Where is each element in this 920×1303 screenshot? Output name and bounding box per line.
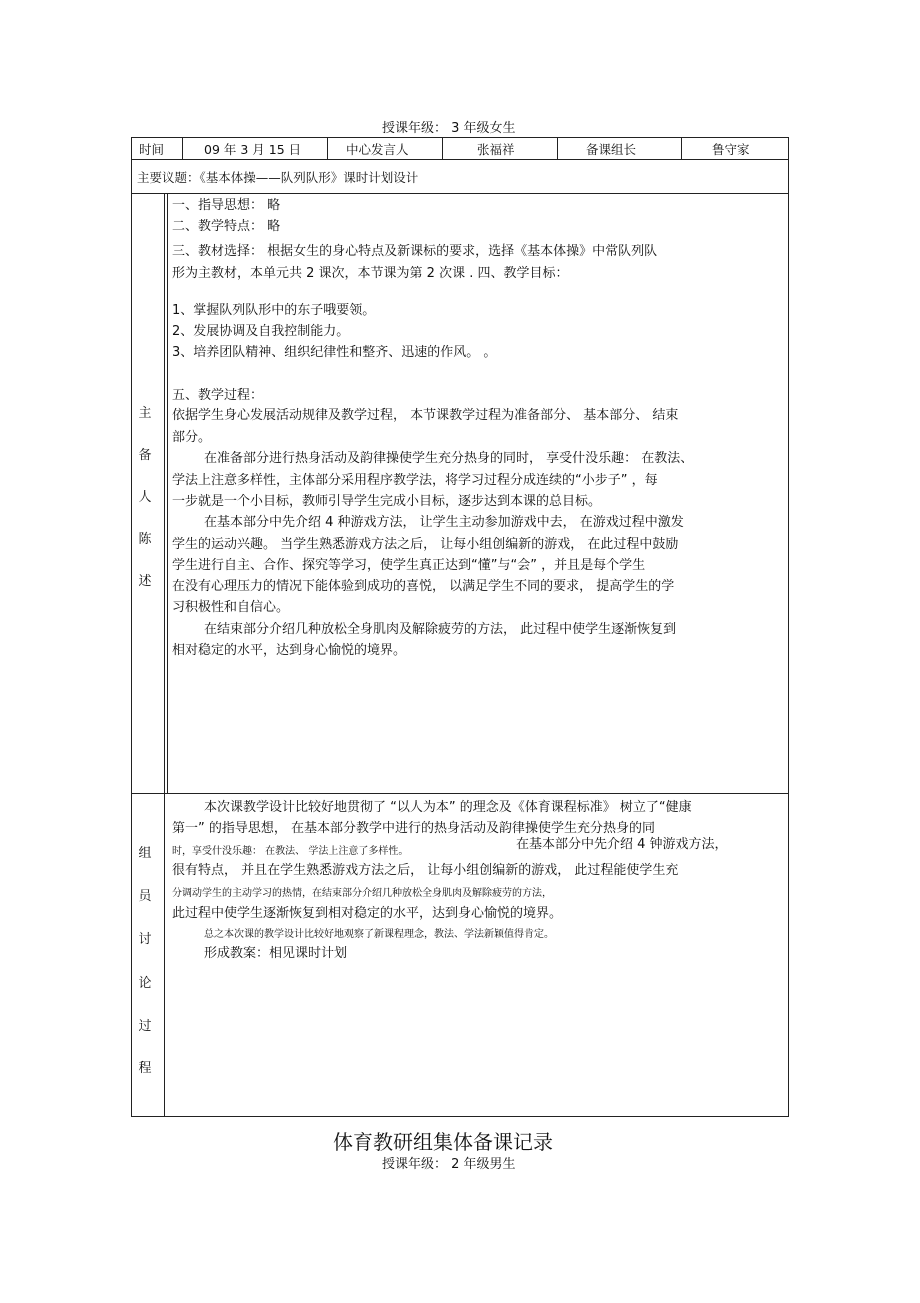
discuss-line-small: 时，享受什没乐趣： 在教法、 学法上注意了多样性。 <box>172 846 409 857</box>
paragraph-line: 部分。 <box>172 430 212 445</box>
paragraph-line: 学生的运动兴趣。 当学生熟悉游戏方法之后， 让每小组创编新的游戏， 在此过程中鼓励 <box>172 537 679 552</box>
discuss-line: 很有特点， 并且在学生熟悉游戏方法之后， 让每小组创编新的游戏， 此过程能使学生充 <box>172 863 679 878</box>
paragraph-line: 一步就是一个小目标，教师引导学生完成小目标，逐步达到本课的总目标。 <box>172 494 602 509</box>
time-value: 09 年 3 月 15 日 <box>204 142 302 157</box>
discuss-label-char: 过 <box>138 1019 152 1034</box>
discuss-label-char: 员 <box>138 889 152 904</box>
speaker-label: 中心发言人 <box>346 142 409 157</box>
paragraph-line: 习积极性和自信心。 <box>172 600 290 615</box>
main-label-char: 人 <box>138 490 152 505</box>
goal-1: 1、掌握队列队形中的东子哦要领。 <box>172 303 376 318</box>
paragraph-line: 在准备部分进行热身活动及韵律操使学生充分热身的同时， 享受什没乐趣： 在教法、 <box>204 451 694 466</box>
leader-value: 鲁守家 <box>712 142 750 157</box>
bottom-grade: 授课年级： 2 年级男生 <box>382 1157 516 1172</box>
paragraph-line: 学生进行自主、合作、探究等学习，使学生真正达到“懂”与“会” ，并且是每个学生 <box>172 558 646 573</box>
material-choice: 三、教材选择： 根据女生的身心特点及新课标的要求，选择《基本体操》中常队列队 <box>172 244 658 259</box>
main-label-char: 备 <box>138 448 152 463</box>
discuss-line: 第一” 的指导思想， 在基本部分教学中进行的热身活动及韵律操使学生充分热身的同 <box>172 821 656 836</box>
main-label-char: 述 <box>138 574 152 589</box>
main-label-char: 陈 <box>138 532 152 547</box>
material-choice-cont: 形为主教材，本单元共 2 课次，本节课为第 2 次课 . 四、教学目标： <box>172 266 569 281</box>
paragraph-line: 在结束部分介绍几种放松全身肌肉及解除疲劳的方法， 此过程中使学生逐渐恢复到 <box>204 622 677 637</box>
discuss-line: 在基本部分中先介绍 4 钟游戏方法， <box>516 837 728 852</box>
main-label-char: 主 <box>138 406 152 421</box>
goal-2: 2、发展协调及自我控制能力。 <box>172 324 350 339</box>
teaching-features: 二、教学特点： 略 <box>172 219 281 234</box>
leader-label: 备课组长 <box>586 142 637 157</box>
page-title: 体育教研组集体备课记录 <box>333 1130 553 1154</box>
paragraph-line: 相对稳定的水平，达到身心愉悦的境界。 <box>172 643 407 658</box>
paragraph-line: 在基本部分中先介绍 4 种游戏方法， 让学生主动参加游戏中去， 在游戏过程中激发 <box>204 515 684 530</box>
speaker-value: 张福祥 <box>477 142 515 157</box>
paragraph-line: 依据学生身心发展活动规律及教学过程， 本节课教学过程为准备部分、 基本部分、 结束 <box>172 408 679 423</box>
guiding-thought: 一、指导思想： 略 <box>172 198 281 213</box>
discuss-line-small: 总之本次课的教学设计比较好地观察了新课程理念，教法、学法新颖值得肯定。 <box>204 929 554 940</box>
discuss-label-char: 组 <box>138 846 152 861</box>
topic: 主要议题：《基本体操——队列队形》课时计划设计 <box>137 170 419 185</box>
time-label: 时间 <box>139 142 165 157</box>
lesson-plan-note: 形成教案：相见课时计划 <box>204 946 348 961</box>
goal-3: 3、培养团队精神、组织纪律性和整齐、迅速的作风。 。 <box>172 345 497 360</box>
paragraph-line: 在没有心理压力的情况下能体验到成功的喜悦， 以满足学生不同的要求， 提高学生的学 <box>172 579 675 594</box>
paragraph-line: 学法上注意多样性，主体部分采用程序教学法，将学习过程分成连续的“小步子” ，每 <box>172 473 658 488</box>
discuss-label-char: 论 <box>138 976 152 991</box>
discuss-line-small: 分调动学生的主动学习的热情，在结束部分介绍几种放松全身肌肉及解除疲劳的方法， <box>172 888 552 899</box>
discuss-line: 本次课教学设计比较好地贯彻了 “以人为本” 的理念及《体育课程标准》 树立了“健康 <box>204 800 692 815</box>
discuss-line: 此过程中使学生逐渐恢复到相对稳定的水平，达到身心愉悦的境界。 <box>172 906 563 921</box>
discuss-label-char: 讨 <box>138 932 152 947</box>
process-title: 五、教学过程： <box>172 388 264 403</box>
discuss-label-char: 程 <box>138 1061 152 1076</box>
top-grade: 授课年级： 3 年级女生 <box>382 121 516 136</box>
